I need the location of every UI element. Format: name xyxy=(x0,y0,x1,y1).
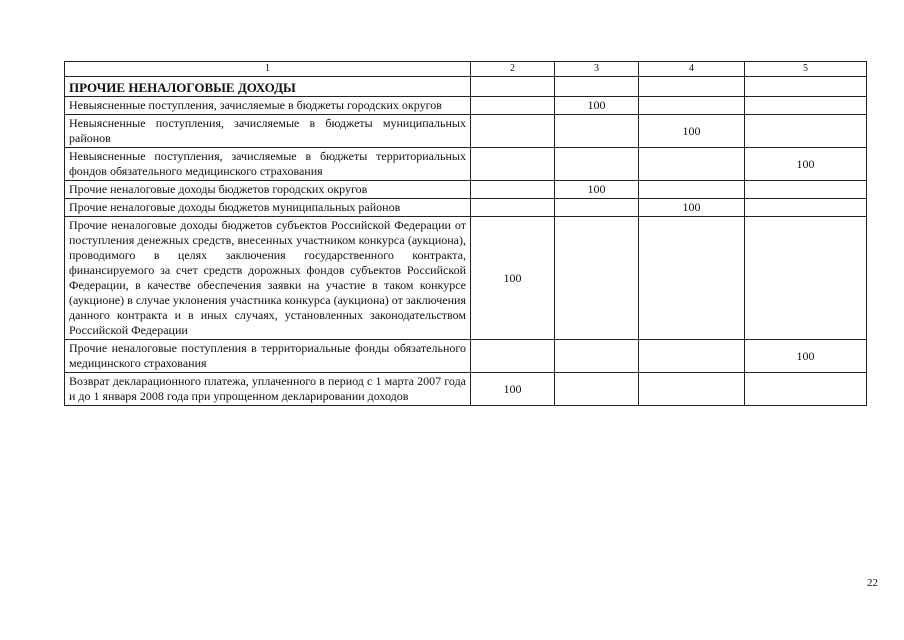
cell-col5: 100 xyxy=(745,340,867,373)
table-row xyxy=(65,181,867,199)
cell-col2 xyxy=(471,199,555,217)
cell-col2 xyxy=(471,340,555,373)
row-description: Невыясненные поступления, зачисляемые в бюджеты городских округов xyxy=(65,97,471,115)
cell-col4 xyxy=(639,97,745,115)
row-description: Прочие неналоговые поступления в территориальные фонды обязательного медицинского страхования xyxy=(65,340,471,373)
cell-col5: 100 xyxy=(745,148,867,181)
cell-col2: 100 xyxy=(471,217,555,340)
table-row xyxy=(65,217,867,340)
table-row xyxy=(65,340,867,373)
cell-col2 xyxy=(471,97,555,115)
row-description: Прочие неналоговые доходы бюджетов городских округов xyxy=(65,181,471,199)
cell-col3 xyxy=(555,373,639,406)
row-description: Прочие неналоговые доходы бюджетов субъектов Российской Федерации от поступления денежных средств, внесенных участником конкурса (аукциона), проводимого в целях заключения государственного контракта, финансируемого за счет средств дорожных фондов субъектов Российской Федерации, в качестве обеспечения заявки на участие в таком конкурсе (аукционе) в случае уклонения участника конкурса (аукциона) от заключения данного контракта и в иных случаях, установленных законодательством Российской Федерации xyxy=(65,217,471,340)
header-cell: 1 xyxy=(65,62,471,77)
cell-col3 xyxy=(555,217,639,340)
row-description: Невыясненные поступления, зачисляемые в бюджеты территориальных фондов обязательного медицинского страхования xyxy=(65,148,471,181)
header-cell: 2 xyxy=(471,62,555,77)
cell-col2 xyxy=(471,148,555,181)
revenue-table xyxy=(64,61,867,406)
row-description: Прочие неналоговые доходы бюджетов муниципальных районов xyxy=(65,199,471,217)
row-description: Возврат декларационного платежа, уплаченного в период с 1 марта 2007 года и до 1 января 2008 года при упрощенном декларировании доходов xyxy=(65,373,471,406)
row-description: Невыясненные поступления, зачисляемые в бюджеты муниципальных районов xyxy=(65,115,471,148)
cell-col3: 100 xyxy=(555,97,639,115)
table-row xyxy=(65,148,867,181)
table-row xyxy=(65,115,867,148)
header-cell: 5 xyxy=(745,62,867,77)
cell-col3 xyxy=(555,148,639,181)
cell-col5 xyxy=(745,115,867,148)
header-cell: 4 xyxy=(639,62,745,77)
cell-col2 xyxy=(471,181,555,199)
cell-col4: 100 xyxy=(639,199,745,217)
cell-col5 xyxy=(745,199,867,217)
cell-col4 xyxy=(639,340,745,373)
cell-col4 xyxy=(639,148,745,181)
cell-col5 xyxy=(745,217,867,340)
cell-col3 xyxy=(555,199,639,217)
cell-col5 xyxy=(745,373,867,406)
cell-col4: 100 xyxy=(639,115,745,148)
cell-col3 xyxy=(555,340,639,373)
table-row xyxy=(65,373,867,406)
table-row xyxy=(65,199,867,217)
cell-col4 xyxy=(639,217,745,340)
table-row xyxy=(65,97,867,115)
cell-col5 xyxy=(745,97,867,115)
page-number: 22 xyxy=(867,577,878,589)
cell-col3 xyxy=(555,115,639,148)
cell-col2: 100 xyxy=(471,373,555,406)
cell-col2 xyxy=(471,115,555,148)
cell-col3: 100 xyxy=(555,181,639,199)
cell-col4 xyxy=(639,181,745,199)
section-row xyxy=(65,77,867,97)
section-title: ПРОЧИЕ НЕНАЛОГОВЫЕ ДОХОДЫ xyxy=(65,77,471,97)
cell-col5 xyxy=(745,181,867,199)
table-header-row xyxy=(65,62,867,77)
header-cell: 3 xyxy=(555,62,639,77)
cell-col4 xyxy=(639,373,745,406)
